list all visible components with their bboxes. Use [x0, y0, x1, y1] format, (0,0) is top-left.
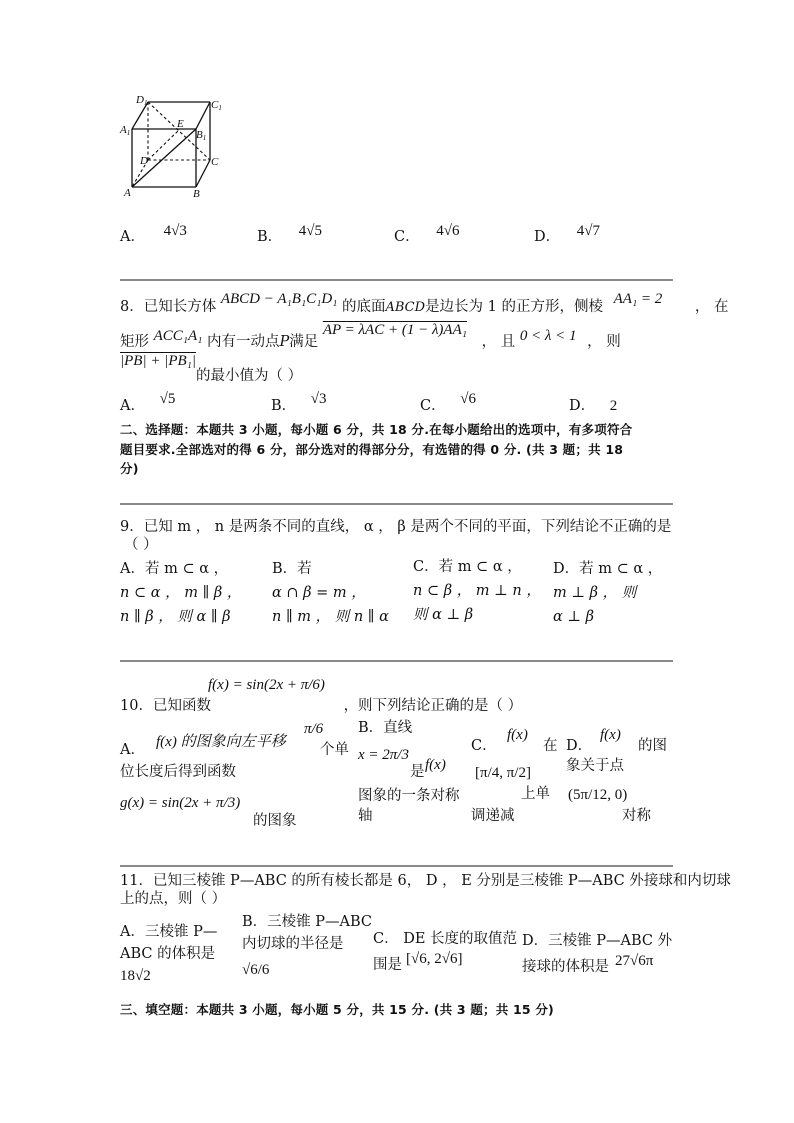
section2-line3: 分): [120, 461, 139, 476]
label-A: A: [124, 187, 131, 199]
q9-option-b[interactable]: B．若 α ∩ β = m ， n ∥ m ， 则 n ∥ α: [272, 561, 389, 625]
q11-option-b[interactable]: B．三棱锥 P—ABC 内切球的半径是 √6/6: [242, 914, 373, 978]
q9-stem: 9．已知 m ， n 是两条不同的直线， α ， β 是两个不同的平面，下列结论不正确的是: [120, 519, 672, 535]
q10-option-b[interactable]: B．直线 x = 2π/3 是 f(x) 图象的一条对称 轴: [358, 720, 460, 824]
q8-option-b[interactable]: B． √3: [271, 391, 327, 414]
q9-option-a[interactable]: A．若 m ⊂ α ， n ⊂ α ， m ∥ β ， n ∥ β ， 则 α ∥ β: [120, 561, 242, 625]
label-C: C: [211, 156, 219, 168]
divider: [120, 660, 673, 662]
q8-option-c[interactable]: C． √6: [420, 391, 476, 414]
q11-stem-line2: 上的点，则（ ）: [120, 891, 227, 907]
q10-function: f(x) = sin(2x + π/6): [208, 677, 325, 693]
divider: [120, 865, 673, 867]
q10-option-c[interactable]: C． f(x) 在 [π/4, π/2] 上单 调递减: [471, 727, 558, 824]
label-D: D: [140, 155, 148, 167]
q8-stem-line2: 矩形 ACC₁A₁ 内有一动点P满足 AP = λAC + (1 − λ)AA₁ ， 且 0 < λ < 1 ， 则: [120, 322, 621, 350]
q7-option-c[interactable]: C． 4√6: [394, 223, 460, 245]
q10-option-a[interactable]: A． f(x) 的图象向左平移 π/6 个单 位长度后得到函数 g(x) = sin(2x + π/3) 的图象: [120, 721, 349, 829]
q7-option-a[interactable]: A． 4√3: [120, 223, 187, 245]
label-A1: A1: [120, 124, 131, 137]
section2-line2: 题目要求.全部选对的得 6 分，部分选对的得部分分，有选错的得 0 分. (共 3 题；共 18: [120, 442, 624, 457]
q7-option-d[interactable]: D． 4√7: [534, 223, 600, 245]
q11-option-c[interactable]: C． DE 长度的取值范 围是 [√6, 2√6]: [373, 931, 518, 973]
q8-stem-line1: 8．已知长方体 ABCD − A₁B₁C₁D₁ 的底面ABCD是边长为 1 的正方形，侧棱 AA₁ = 2 ， 在: [120, 291, 729, 315]
divider: [120, 279, 673, 281]
q11-stem-line1: 11．已知三棱锥 P—ABC 的所有棱长都是 6， D ， E 分别是三棱锥 P—ABC 外接球和内切球: [120, 873, 731, 889]
cuboid-figure: [118, 92, 228, 202]
q10-option-d[interactable]: D． f(x) 的图 象关于点 (5π/12, 0) 对称: [566, 727, 667, 824]
q8-option-d[interactable]: D． 2: [569, 398, 618, 414]
q8-option-a[interactable]: A． √5: [120, 391, 176, 414]
q9-paren: （ ）: [124, 537, 158, 553]
label-B1: B1: [196, 129, 207, 142]
q8-stem-line3: |PB| + |PB₁|: [120, 353, 196, 369]
label-B: B: [193, 188, 200, 200]
section3-header: 三、填空题：本题共 3 小题，每小题 5 分，共 15 分. (共 3 题；共 15 分): [120, 1002, 554, 1017]
q11-option-d[interactable]: D．三棱锥 P—ABC 外 接球的体积是 27√6π: [522, 933, 673, 975]
label-C1: C1: [211, 99, 222, 112]
q7-option-b[interactable]: B． 4√5: [257, 223, 322, 245]
q10-stem: 10．已知函数 ，则下列结论正确的是（ ）: [120, 698, 523, 714]
q9-option-d[interactable]: D．若 m ⊂ α ， m ⊥ β ， 则 α ⊥ β: [553, 561, 663, 625]
q11-option-a[interactable]: A．三棱锥 P— ABC 的体积是 18√2: [120, 924, 218, 984]
section2-line1: 二、选择题：本题共 3 小题，每小题 6 分，共 18 分.在每小题给出的选项中，有多项符合: [120, 422, 633, 437]
label-E: E: [177, 118, 184, 130]
q8-stem-line3b: 的最小值为（ ）: [196, 368, 303, 384]
label-D1: D1: [136, 94, 148, 107]
q9-option-c[interactable]: C．若 m ⊂ α ， n ⊂ β ， m ⊥ n ， 则 α ⊥ β: [413, 559, 541, 623]
divider: [120, 503, 673, 505]
